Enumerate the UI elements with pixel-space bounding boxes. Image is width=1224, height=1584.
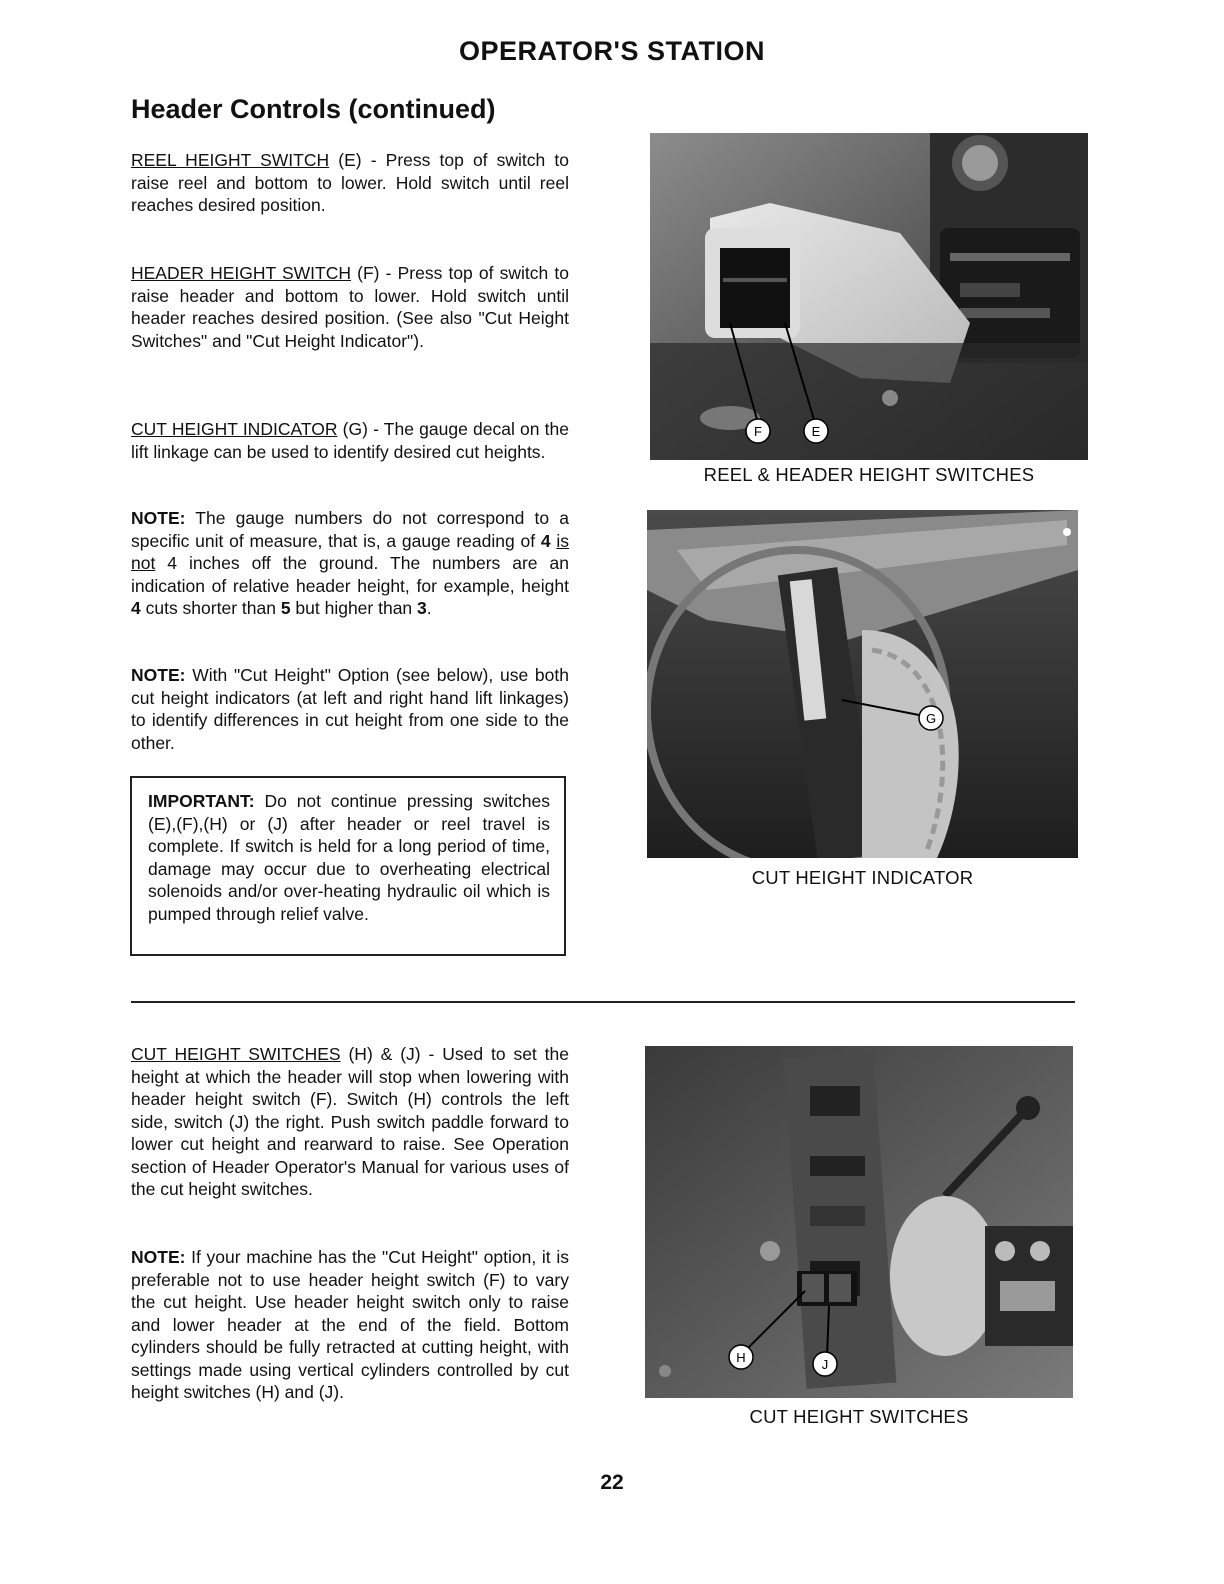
note-bold-value: 3 (417, 598, 427, 618)
note-text: but higher than (290, 598, 418, 618)
note-text: . (426, 598, 432, 618)
note-text: 4 inches off the ground. The numbers are an indication of relative header height, for example, height (131, 553, 569, 596)
callout-e: E (811, 424, 821, 439)
note-label: NOTE: (131, 508, 186, 528)
reel-height-switch-paragraph (131, 149, 569, 217)
section-title: Header Controls (continued) (131, 94, 496, 124)
caption-reel-header-switches: REEL & HEADER HEIGHT SWITCHES (703, 464, 1035, 485)
note-text: The gauge numbers do not correspond to a specific unit of measure, that is, a gauge reading of (131, 508, 569, 551)
important-label: IMPORTANT: (148, 791, 255, 811)
note-cut-height-preference (131, 1246, 569, 1404)
important-notice-box (130, 776, 566, 956)
page-title: OPERATOR'S STATION (459, 36, 765, 66)
important-text: Do not continue pressing switches (E),(F),(H) or (J) after header or reel travel is complete. If switch is held for a long period of time, damage may occur due to overheating electrical solenoids and/or over-heating hydraulic oil which is pumped through relief valve. (148, 791, 550, 924)
caption-cut-height-switches: CUT HEIGHT SWITCHES (749, 1406, 969, 1427)
note-bold-value: 5 (280, 598, 291, 618)
callout-g: G (925, 711, 937, 726)
page-number: 22 (600, 1471, 624, 1494)
cut-height-indicator-paragraph (131, 418, 569, 463)
note-is-not: is not (131, 530, 569, 573)
header-height-switch-term: HEADER HEIGHT SWITCH (131, 263, 352, 283)
note-gauge-numbers (131, 507, 569, 620)
reel-height-switch-text: (E) - Press top of switch to raise reel and bottom to lower. Hold switch until reel reaches desired position. (131, 150, 569, 215)
note-text: If your machine has the "Cut Height" option, it is preferable not to use header height switch (F) to vary the cut height. Use header height switch only to raise and lower header at the end of the field. Bottom cylinders should be fully retracted at cutting height, with settings made using vertical cylinders controlled by cut height switches (H) and (J). (131, 1247, 569, 1402)
note-text: With "Cut Height" Option (see below), use both cut height indicators (at left and right hand lift linkages) to identify differences in cut height from one side to the other. (131, 665, 569, 753)
reel-header-switches-photo (650, 133, 1088, 460)
callout-j: J (821, 1357, 829, 1372)
section-divider (131, 1001, 1075, 1003)
callout-h: H (736, 1350, 746, 1365)
reel-height-switch-term: REEL HEIGHT SWITCH (131, 150, 330, 170)
cut-height-indicator-term: CUT HEIGHT INDICATOR (131, 419, 338, 439)
cut-height-switches-photo (645, 1046, 1073, 1398)
note-label: NOTE: (131, 665, 186, 685)
cut-height-indicator-photo (647, 510, 1078, 858)
note-bold-value: 4 (540, 530, 551, 551)
callout-f: F (754, 424, 762, 439)
cut-height-indicator-text: (G) - The gauge decal on the lift linkage can be used to identify desired cut heights. (131, 419, 570, 462)
note-cut-height-option (131, 664, 569, 754)
header-height-switch-text: (F) - Press top of switch to raise header and bottom to lower. Hold switch until header reaches desired position. (See also "Cut Height Switches" and "Cut Height Indicator"). (131, 263, 570, 351)
note-bold-value: 4 (131, 598, 141, 618)
cut-height-switches-paragraph (131, 1043, 569, 1201)
cut-height-switches-term: CUT HEIGHT SWITCHES (131, 1044, 341, 1064)
note-text: cuts shorter than (140, 598, 281, 618)
note-label: NOTE: (131, 1247, 186, 1267)
caption-cut-height-indicator: CUT HEIGHT INDICATOR (751, 867, 974, 888)
header-height-switch-paragraph (131, 262, 569, 352)
cut-height-switches-text: (H) & (J) - Used to set the height at which the header will stop when lowering with header height switch (F). Switch (H) controls the left side, switch (J) the right. Push switch paddle forward to lower cut height and rearward to raise. See Operation section of Header Operator's Manual for various uses of the cut height switches. (131, 1044, 569, 1199)
